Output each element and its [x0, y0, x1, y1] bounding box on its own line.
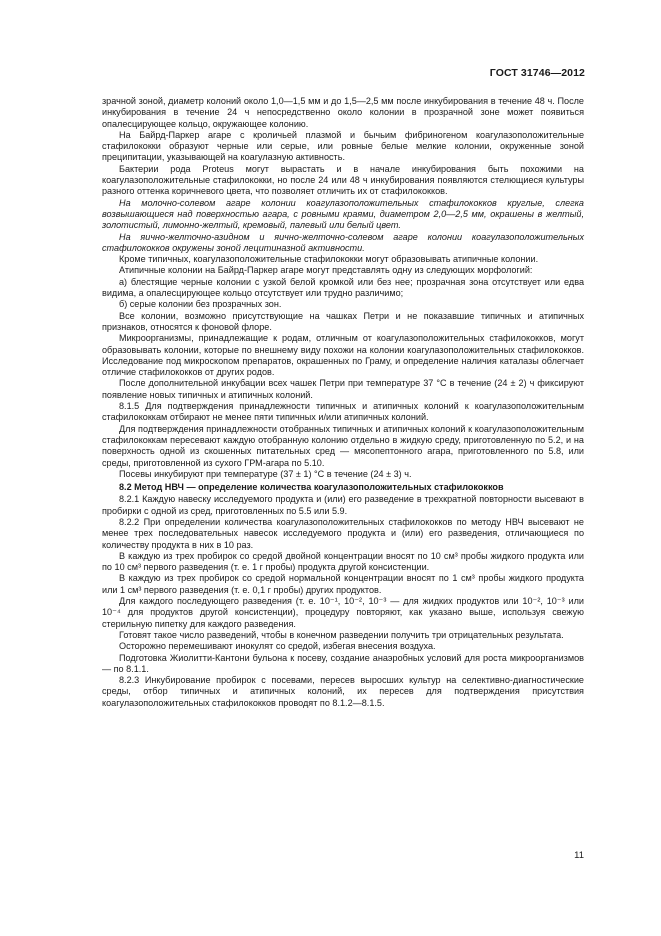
paragraph: Подготовка Жиолитти-Кантони бульона к посеву, создание анаэробных условий для роста микроорганизмов — по 8.1.1.	[102, 652, 584, 674]
paragraph: Для подтверждения принадлежности отобранных типичных и атипичных колоний к коагулазоположительным стафилококкам пересевают каждую отобранную колонию отдельно в жидкую среду, приготовленную по 5.2, и на поверхность одной из скошенных питательных сред — мясопептонного агара, приготовленного по 5.8, или среды, приготовленной из сухого ГРМ-агара по 5.10.	[102, 423, 584, 468]
document-body	[102, 96, 584, 709]
list-item-b: б) серые колонии без прозрачных зон.	[119, 299, 282, 310]
clause-8-1-5: 8.1.5 Для подтверждения принадлежности типичных и атипичных колоний к коагулазоположительным стафилококкам отбирают не менее пяти типичных и/или атипичных колоний.	[102, 401, 584, 423]
paragraph-italic: На яично-желточно-азидном и яично-желточно-солевом агаре колонии коагулазоположительных стафилококков окружены зоной лецитиназной активности.	[102, 231, 584, 253]
paragraph: Готовят такое число разведений, чтобы в конечном разведении получить три отрицательных результата.	[119, 629, 564, 640]
clause-8-2-3: 8.2.3 Инкубирование пробирок с посевами, пересев выросших культур на селективно-диагностические среды, отбор типичных и атипичных колоний, их пересев для подтверждения присутствия коагулазоположительных стафилококков проводят по 8.1.2—8.1.5.	[102, 675, 584, 708]
clause-8-2-1: 8.2.1 Каждую навеску исследуемого продукта и (или) его разведение в трехкратной повторности высевают в пробирки с одной из сред, приготовленных по 5.5 или 5.9.	[102, 494, 584, 516]
paragraph: В каждую из трех пробирок со средой нормальной концентрации вносят по 1 см³ пробы жидкого продукта или 1 см³ первого разведения (т. е. 0,1 г пробы) других продуктов.	[102, 573, 584, 595]
paragraph: зрачной зоной, диаметр колоний около 1,0—1,5 мм и до 1,5—2,5 мм после инкубирования в течение 48 ч. После инкубирования в течение 24 ч непосредственно около колонии в прозрачной зоне может появиться опалесцирующее кольцо, окружающее колонию.	[102, 96, 584, 129]
paragraph: Атипичные колонии на Байрд-Паркер агаре могут представлять одну из следующих морфологий:	[119, 265, 533, 276]
paragraph: Кроме типичных, коагулазоположительные стафилококки могут образовывать атипичные колонии.	[119, 254, 539, 265]
paragraph: Все колонии, возможно присутствующие на чашках Петри и не показавшие типичных и атипичных признаков, относятся к фоновой флоре.	[102, 310, 584, 332]
paragraph: Осторожно перемешивают инокулят со средой, избегая внесения воздуха.	[119, 641, 436, 652]
section-heading-8-2: 8.2 Метод НВЧ — определение количества коагулазоположительных стафилококков	[119, 482, 504, 493]
paragraph-italic: На молочно-солевом агаре колонии коагулазоположительных стафилококков круглые, слегка возвышающиеся над поверхностью агара, с ровными краями, диаметром 2,0—2,5 мм, окрашены в желтый, золотистый, лимонно-желтый, кремовый, палевый или белый цвет.	[102, 197, 584, 231]
clause-8-2-2: 8.2.2 При определении количества коагулазоположительных стафилококков по методу НВЧ высевают не менее трех последовательных навесок исследуемого продукта и (или) его разведения, отличающиеся по количеству продукта в них в 10 раз.	[102, 516, 584, 550]
paragraph: На Байрд-Паркер агаре с кроличьей плазмой и бычьим фибриногеном коагулазоположительные стафилококки образуют черные или серые, или ровные белые мелкие колонии, окруженные зоной преципитации, указывающей на коагулазную активность.	[102, 129, 584, 163]
standard-header: ГОСТ 31746—2012	[489, 67, 585, 79]
paragraph: Посевы инкубируют при температуре (37 ± 1) °С в течение (24 ± 3) ч.	[119, 468, 412, 479]
paragraph: После дополнительной инкубации всех чашек Петри при температуре 37 °С в течение (24 ± 2) ч фиксируют появление новых типичных и атипичных колоний.	[102, 378, 584, 400]
paragraph: Бактерии рода Proteus могут вырастать и в начале инкубирования быть похожими на коагулазоположительные стафилококки, но после 24 или 48 ч инкубирования появляются стелющиеся культуры разного оттенка коричневого цвета, что позволяет отличить их от стафилококков.	[102, 163, 584, 197]
paragraph: Микроорганизмы, принадлежащие к родам, отличным от коагулазоположительных стафилококков, могут образовывать колонии, которые по внешнему виду похожи на колонии коагулазоположительных стафилококков. Исследование под микроскопом препаратов, окрашенных по Граму, и определение наличия каталазы облегчает отличие стафилококков от других родов.	[102, 333, 584, 378]
paragraph: В каждую из трех пробирок со средой двойной концентрации вносят по 10 см³ пробы жидкого продукта или по 10 см³ первого разведения (т. е. 1 г пробы) продукта другой консистенции.	[102, 550, 584, 573]
list-item-a: а) блестящие черные колонии с узкой белой кромкой или без нее; прозрачная зона отсутствует или едва видима, а опалесцирующее кольцо отсутствует или трудно различимо;	[102, 276, 584, 299]
paragraph: Для каждого последующего разведения (т. е. 10⁻¹, 10⁻², 10⁻³ — для жидких продуктов или 10⁻², 10⁻³ или 10⁻⁴ для продуктов другой консистенции), процедуру повторяют, как указано выше, используя свежую стерильную пипетку для каждого разведения.	[102, 596, 584, 629]
page-number: 11	[574, 850, 584, 861]
